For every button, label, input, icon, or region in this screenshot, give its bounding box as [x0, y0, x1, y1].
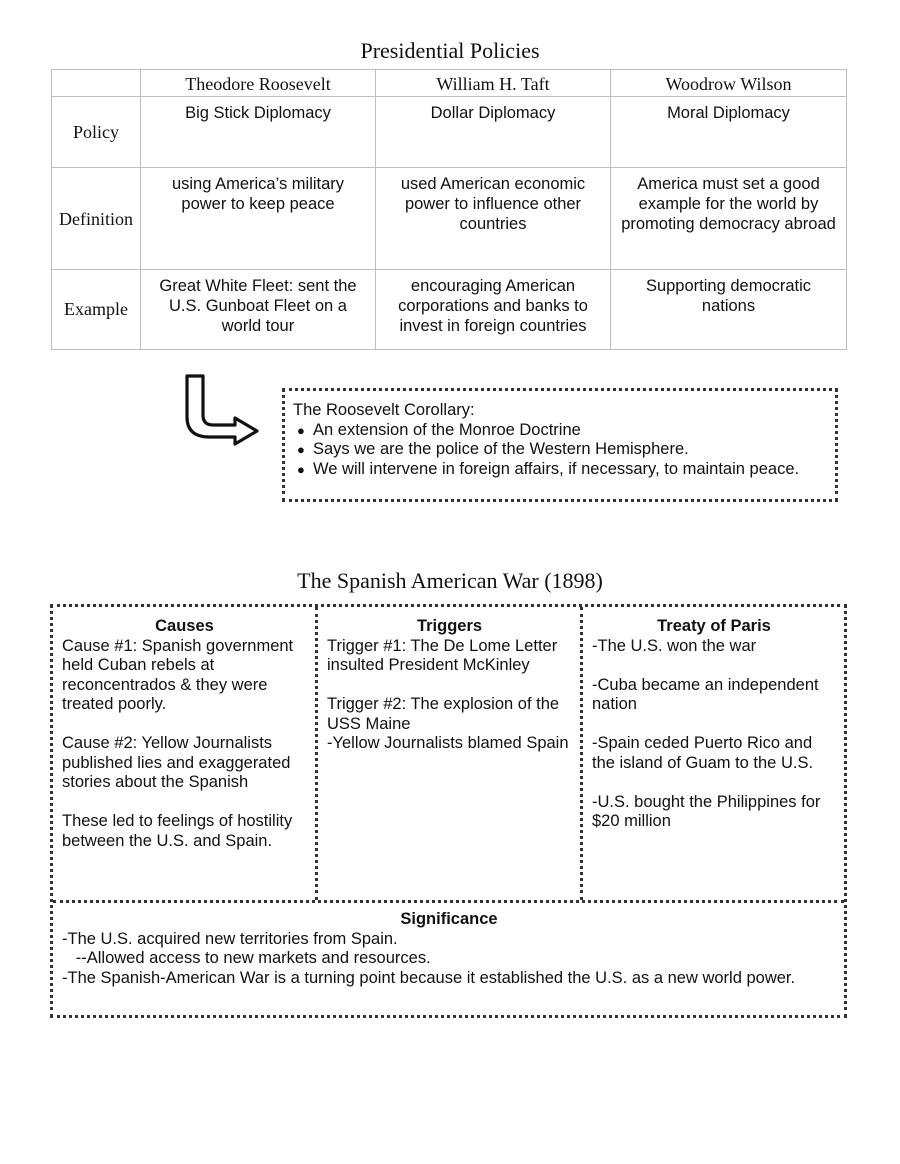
corollary-list [293, 421, 827, 480]
significance-line-3: -The Spanish-American War is a turning point because it established the U.S. as a new world power. [62, 968, 796, 987]
table-cell: Great White Fleet: sent the U.S. Gunboat Fleet on a world tour [141, 269, 376, 349]
table-cell: Supporting democratic nations [611, 269, 847, 349]
triggers-heading: Triggers [416, 617, 483, 635]
header-roosevelt: Theodore Roosevelt [141, 70, 376, 97]
list-item: ● An extension of the Monroe Doctrine [313, 421, 827, 441]
table-row-definition [52, 168, 847, 269]
cause-2: Cause #2: Yellow Journalists published lies and exaggerated stories about the Spanish [62, 734, 291, 791]
war-title: The Spanish American War (1898) [297, 568, 603, 593]
list-item: ● Says we are the police of the Western Hemisphere. [313, 440, 827, 460]
policies-title: Presidential Policies [360, 38, 540, 63]
causes-heading: Causes [155, 617, 214, 635]
table-cell: America must set a good example for the world by promoting democracy abroad [611, 168, 847, 269]
table-cell: Moral Diplomacy [611, 97, 847, 168]
header-corner-cell [52, 70, 141, 97]
table-row-example [52, 269, 847, 349]
table-cell: Dollar Diplomacy [376, 97, 611, 168]
treaty-point-4: -U.S. bought the Philippines for $20 million [592, 792, 821, 830]
table-cell: Big Stick Diplomacy [141, 97, 376, 168]
treaty-point-2: -Cuba became an independent nation [592, 675, 819, 713]
curved-arrow-icon [183, 373, 263, 453]
row-label-example: Example [52, 269, 141, 349]
presidential-policies-table [51, 69, 847, 350]
row-label-policy: Policy [52, 97, 141, 168]
spanish-american-war-box [50, 604, 847, 1018]
table-cell: encouraging American corporations and banks to invest in foreign countries [376, 269, 611, 349]
list-item: ● We will intervene in foreign affairs, if necessary, to maintain peace. [313, 460, 827, 480]
treaty-column [583, 607, 844, 900]
treaty-heading: Treaty of Paris [657, 617, 771, 635]
treaty-point-3: -Spain ceded Puerto Rico and the island of Guam to the U.S. [592, 734, 814, 772]
significance-line-2: --Allowed access to new markets and resources. [62, 949, 431, 967]
header-wilson: Woodrow Wilson [611, 70, 847, 97]
trigger-2-note: -Yellow Journalists blamed Spain [327, 734, 569, 752]
significance-section [53, 900, 844, 1015]
triggers-column [318, 607, 583, 900]
row-label-definition: Definition [52, 168, 141, 269]
causes-summary: These led to feelings of hostility between the U.S. and Spain. [62, 812, 293, 850]
table-row-policy [52, 97, 847, 168]
roosevelt-corollary-box [282, 388, 838, 502]
causes-column [53, 607, 318, 900]
header-taft: William H. Taft [376, 70, 611, 97]
significance-line-1: -The U.S. acquired new territories from Spain. [62, 929, 398, 948]
significance-heading: Significance [400, 910, 498, 928]
corollary-heading: The Roosevelt Corollary: [293, 401, 475, 419]
cause-1: Cause #1: Spanish government held Cuban rebels at reconcentrados & they were treated poorly. [62, 636, 294, 713]
treaty-point-1: -The U.S. won the war [592, 636, 757, 655]
table-cell: used American economic power to influence other countries [376, 168, 611, 269]
table-header-row [52, 70, 847, 97]
trigger-1: Trigger #1: The De Lome Letter insulted President McKinley [327, 636, 558, 674]
table-cell: using America’s military power to keep peace [141, 168, 376, 269]
trigger-2: Trigger #2: The explosion of the USS Maine [327, 695, 560, 733]
